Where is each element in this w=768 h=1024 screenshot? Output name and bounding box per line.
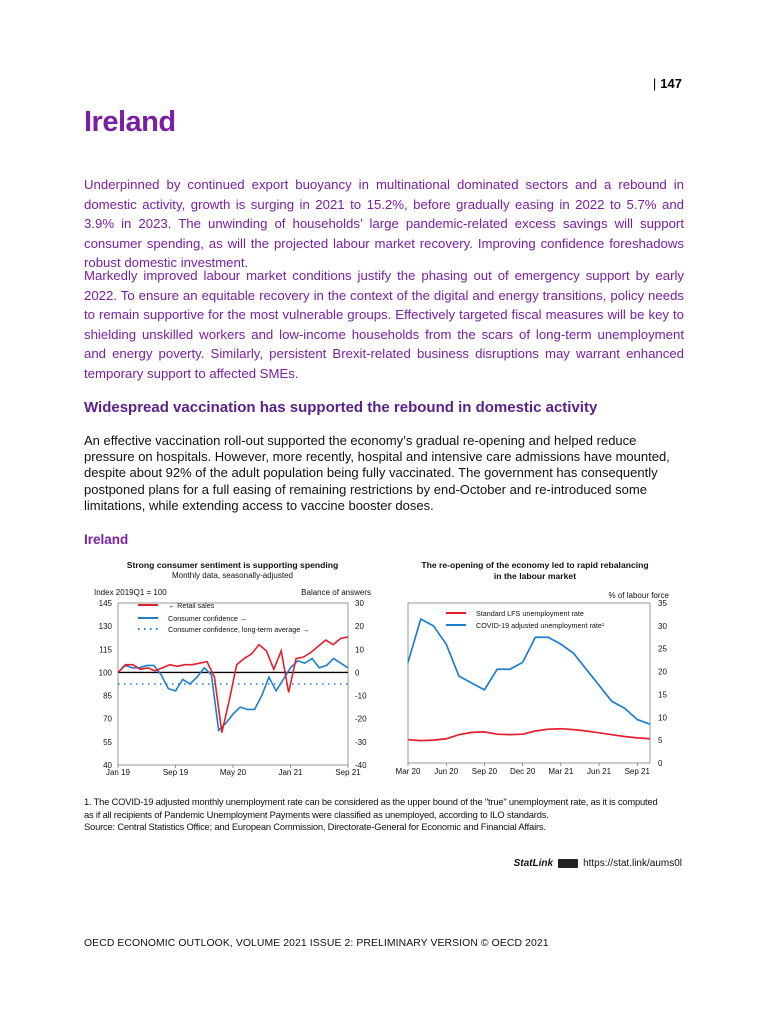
chart1-x-tick-label: Jan 19 (105, 768, 131, 777)
chart2-right-tick-label: 10 (658, 713, 667, 723)
chart2-right-tick-label: 20 (658, 667, 667, 677)
chart1-legend-label: Consumer confidence, long-term average → (168, 625, 310, 634)
chart2-x-tick-label: Dec 20 (509, 767, 536, 776)
chart1-title: Strong consumer sentiment is supporting spending (126, 560, 339, 570)
chart1-left-tick-label: 130 (98, 622, 112, 632)
intro-paragraph-1: Underpinned by continued export buoyancy in multinational dominated sectors and a rebound in domestic activity, growth is surging in 2021 to 15.2%, before gradually easing in 2022 to 5.7% and 3.9% in 2023. The unwinding of households’ large pandemic-related excess savings will support consumer spending, as will the projected labour market recovery. Improving confidence foreshadows robust domestic investment. (84, 177, 684, 271)
chart2-header (405, 560, 665, 582)
chart1-right-tick-label: 20 (355, 622, 364, 632)
statlink-logo-icon (558, 859, 578, 868)
chart1-right-tick-label: -30 (355, 737, 367, 747)
section-subheading: Widespread vaccination has supported the rebound in domestic activity (84, 399, 598, 416)
chart1-right-tick-label: -20 (355, 714, 367, 724)
chart-section-title: Ireland (84, 532, 129, 547)
chart1-x-tick-label: Jan 21 (278, 768, 303, 777)
chart1-subtitle: Monthly data, seasonally-adjusted (172, 571, 293, 580)
chart1-legend-label: ← Retail sales (168, 601, 215, 610)
chart1-left-tick-label: 55 (103, 737, 112, 747)
chart1-left-tick-label: 85 (103, 691, 112, 701)
chart1-right-tick-label: -40 (355, 761, 367, 770)
chart2-right-tick-label: 5 (658, 736, 663, 746)
page-footer: OECD ECONOMIC OUTLOOK, VOLUME 2021 ISSUE 2: PRELIMINARY VERSION © OECD 2021 (84, 938, 549, 949)
chart2-right-tick-label: 25 (658, 644, 667, 654)
chart2-legend-label: Standard LFS unemployment rate (476, 609, 584, 618)
statlink-url[interactable]: https://stat.link/aums0l (583, 858, 682, 869)
chart1-header (90, 560, 375, 581)
chart1-right-axis-label: Balance of answers (301, 588, 371, 597)
intro-paragraph-2: Markedly improved labour market conditions justify the phasing out of emergency support by early 2022. To ensure an equitable recovery in the context of the digital and energy transitions, policy needs to remain supportive for the most vulnerable groups. Effectively targeted fiscal measures will be key to shielding unskilled workers and low-income households from the scars of long-term unemployment and energy poverty. Similarly, persistent Brexit-related business disruptions may warrant enhanced temporary support to affected SMEs. (84, 268, 684, 381)
chart1-x-tick-label: Sep 21 (335, 768, 361, 777)
chart1-left-axis-label: Index 2019Q1 = 100 (94, 588, 167, 597)
chart2-x-tick-label: Jun 20 (434, 767, 459, 776)
chart2-right-tick-label: 35 (658, 599, 667, 608)
chart1-right-tick-label: -10 (355, 691, 367, 701)
chart1-left-tick-label: 145 (98, 599, 112, 608)
chart1-right-tick-label: 0 (355, 668, 360, 678)
chart1-left-tick-label: 100 (98, 668, 112, 678)
chart2-legend-label: COVID-19 adjusted unemployment rate¹ (476, 621, 605, 630)
chart2-series-standard-lfs (408, 729, 650, 741)
footnote (84, 796, 696, 834)
chart1-legend-label: Consumer confidence → (168, 614, 248, 623)
chart1-left-tick-label: 70 (103, 714, 112, 724)
chart2-right-tick-label: 30 (658, 621, 667, 631)
chart2-x-tick-label: Sep 20 (471, 767, 498, 776)
page-title: Ireland (84, 106, 176, 138)
page-number: | 147 (652, 76, 682, 91)
footnote-line-2: as if all recipients of Pandemic Unemployment Payments were classified as unemployed, according to ILO standards. (84, 808, 549, 820)
chart2-labour-market (392, 583, 682, 778)
chart2-right-axis-label: % of labour force (608, 591, 669, 600)
chart2-x-tick-label: Jun 21 (587, 767, 612, 776)
chart2-title: The re-opening of the economy led to rapid rebalancing in the labour market (421, 560, 649, 581)
chart1-left-tick-label: 40 (103, 761, 112, 770)
chart2-x-tick-label: Mar 20 (395, 767, 421, 776)
statlink-label: StatLink (513, 858, 554, 869)
statlink[interactable] (514, 858, 682, 869)
chart2-series-covid-adjusted (408, 619, 650, 724)
footnote-line-1: 1. The COVID-19 adjusted monthly unemployment rate can be considered as the upper bound of the "true" unemployment rate, as it is computed (84, 796, 658, 807)
chart2-x-tick-label: Sep 21 (624, 767, 650, 776)
chart2-right-tick-label: 15 (658, 690, 667, 700)
chart2-x-tick-label: Mar 21 (548, 767, 574, 776)
chart1-right-tick-label: 30 (355, 599, 364, 608)
chart1-consumer-sentiment (80, 583, 380, 778)
chart1-x-tick-label: Sep 19 (162, 768, 189, 777)
chart2-right-tick-label: 0 (658, 759, 663, 768)
chart1-left-tick-label: 115 (99, 645, 112, 655)
chart1-right-tick-label: 10 (355, 645, 364, 655)
body-paragraph: An effective vaccination roll-out supported the economy’s gradual re-opening and helped reduce pressure on hospitals. However, more recently, hospital and intensive care admissions have mounted, despite about 92% of the adult population being fully vaccinated. The government has consequently postponed plans for a full easing of remaining restrictions by end-October and re-introduced some limitations, while extending access to vaccine booster doses. (84, 433, 670, 513)
chart1-x-tick-label: May 20 (219, 768, 247, 777)
chart1-series-retail-sales (118, 637, 348, 733)
source-line: Source: Central Statistics Office; and European Commission, Directorate-General for Economic and Financial Affairs. (84, 821, 546, 833)
